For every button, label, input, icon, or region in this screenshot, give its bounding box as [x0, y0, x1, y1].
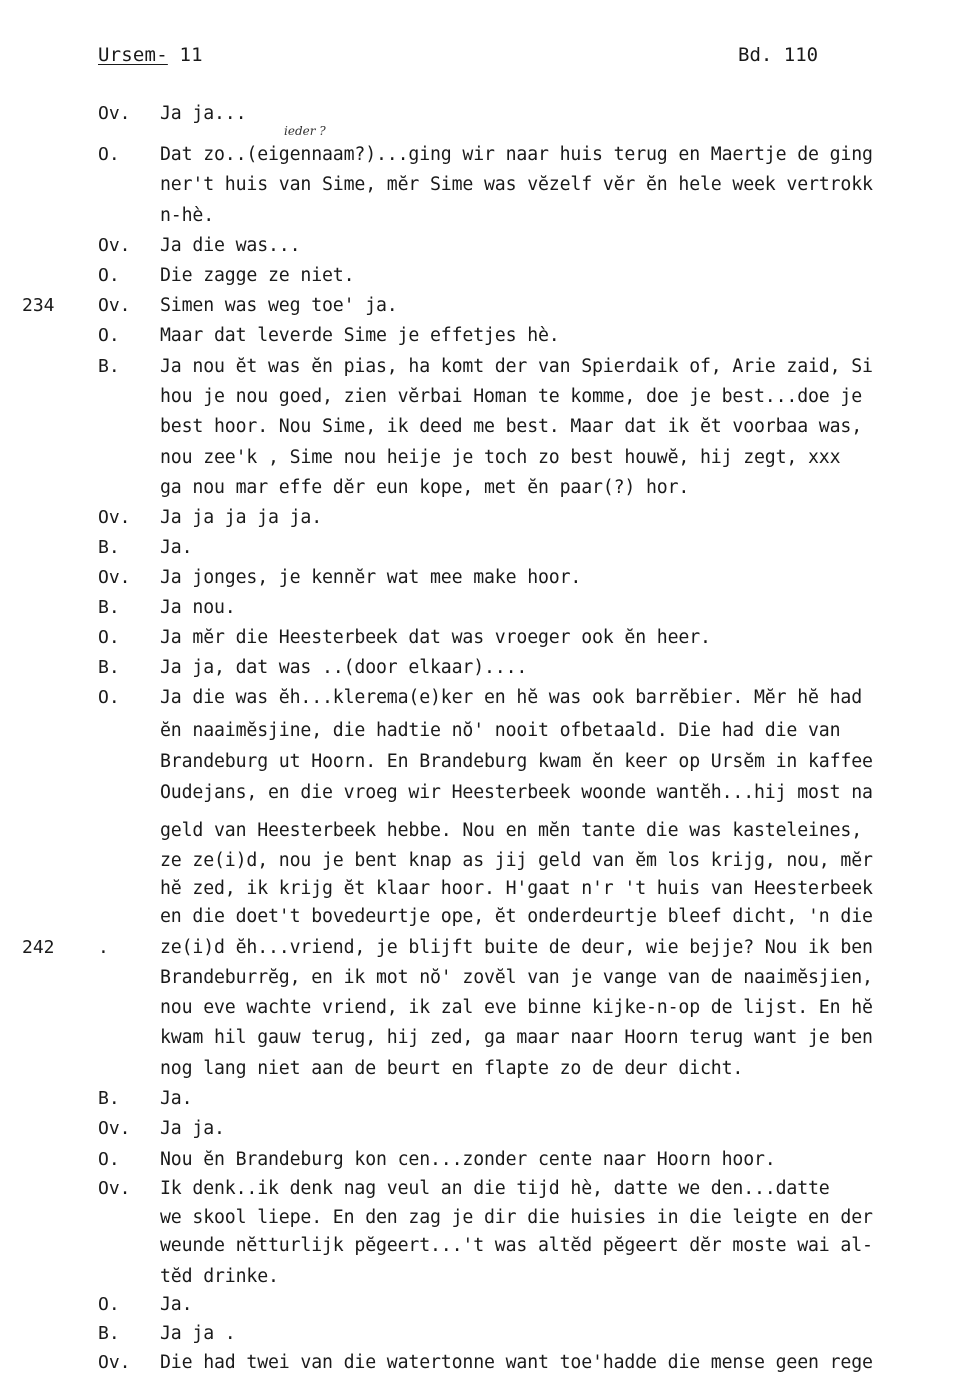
line-text: ĕn naaimĕsjine, die hadtie nŏ' nooit ofbetaald. Die had die van	[160, 720, 841, 741]
line-number: 234	[22, 295, 55, 316]
line-text: Simen was weg toe' ja.	[160, 295, 398, 316]
line-text: ze ze(i)d, nou je bent knap as jij geld van ĕm los krijg, nou, mĕr	[160, 850, 873, 871]
line-text: Ja die was...	[160, 235, 301, 256]
speaker-label: B.	[98, 356, 120, 377]
line-text: ze(i)d ĕh...vriend, je blijft buite de deur, wie bejje? Nou ik ben	[160, 937, 873, 958]
line-text: Ja jonges, je kennĕr wat mee make hoor.	[160, 567, 582, 588]
line-text: Ja.	[160, 537, 193, 558]
line-text: Dat zo..(eigennaam?)...ging wir naar huis terug en Maertje de ging	[160, 144, 873, 165]
line-text: n-hè.	[160, 205, 214, 226]
line-text: Oudejans, en die vroeg wir Heesterbeek woonde wantĕh...hij most na	[160, 782, 873, 803]
line-text: Ik denk..ik denk nag veul an die tijd hè, datte we den...datte	[160, 1178, 830, 1199]
line-text: Ja ja .	[160, 1323, 236, 1344]
line-text: Ja nou.	[160, 597, 236, 618]
line-text: geld van Heesterbeek hebbe. Nou en mĕn tante die was kasteleines,	[160, 820, 862, 841]
line-text: Brandeburg ut Hoorn. En Brandeburg kwam ĕn keer op Ursĕm in kaffee	[160, 751, 873, 772]
speaker-label: O.	[98, 1149, 120, 1170]
speaker-label: O.	[98, 627, 120, 648]
speaker-label: O.	[98, 1294, 120, 1315]
handwritten-annotation: ieder ?	[284, 124, 326, 138]
line-text: Ja.	[160, 1088, 193, 1109]
line-text: Maar dat leverde Sime je effetjes hè.	[160, 325, 560, 346]
line-text: kwam hil gauw terug, hij zed, ga maar naar Hoorn terug want je ben	[160, 1027, 873, 1048]
line-text: hou je nou goed, zien vĕrbai Homan te komme, doe je best...doe je	[160, 386, 862, 407]
line-number: 242	[22, 937, 55, 958]
speaker-label: O.	[98, 325, 120, 346]
line-text: Ja ja.	[160, 1118, 225, 1139]
speaker-label: Ov.	[98, 567, 131, 588]
line-text: ner't huis van Sime, mĕr Sime was vĕzelf vĕr ĕn hele week vertrokk	[160, 174, 873, 195]
line-text: best hoor. Nou Sime, ik deed me best. Maar dat ik ĕt voorbaa was,	[160, 416, 862, 437]
line-text: we skool liepe. En den zag je dir die huisies in die leigte en der	[160, 1207, 873, 1228]
line-text: Ja die was ĕh...klerema(e)ker en hĕ was ook barrĕbier. Mĕr hĕ had	[160, 687, 862, 708]
line-text: Ja ja ja ja ja.	[160, 507, 322, 528]
speaker-label: B.	[98, 1323, 120, 1344]
line-text: hĕ zed, ik krijg ĕt klaar hoor. H'gaat n'r 't huis van Heesterbeek	[160, 878, 873, 899]
speaker-label: B.	[98, 597, 120, 618]
header-left	[98, 44, 203, 66]
line-text: Ja ja, dat was ..(door elkaar)....	[160, 657, 528, 678]
line-text: Brandeburrĕg, en ik mot nŏ' zovĕl van je vange van de naaimĕsjien,	[160, 967, 873, 988]
line-text: Ja.	[160, 1294, 193, 1315]
speaker-label: O.	[98, 144, 120, 165]
speaker-label: Ov.	[98, 295, 131, 316]
header-right: Bd. 110	[738, 44, 819, 66]
speaker-label: Ov.	[98, 235, 131, 256]
speaker-label: B.	[98, 537, 120, 558]
speaker-label: O.	[98, 687, 120, 708]
line-text: Ja nou ĕt was ĕn pias, ha komt der van Spierdaik of, Arie zaid, Si	[160, 356, 873, 377]
line-text: Ja mĕr die Heesterbeek dat was vroeger ook ĕn heer.	[160, 627, 711, 648]
line-text: nou eve wachte vriend, ik zal eve binne kijke-n-op de lijst. En hĕ	[160, 997, 873, 1018]
speaker-label: Ov.	[98, 1178, 131, 1199]
speaker-label: Ov.	[98, 1352, 131, 1373]
speaker-label: .	[98, 937, 109, 958]
speaker-label: Ov.	[98, 507, 131, 528]
line-text: Die zagge ze niet.	[160, 265, 355, 286]
header-page-number: 11	[167, 44, 203, 66]
line-text: nog lang niet aan de beurt en flapte zo de deur dicht.	[160, 1058, 744, 1079]
speaker-label: Ov.	[98, 1118, 131, 1139]
line-text: Die had twei van die watertonne want toe'hadde die mense geen rege	[160, 1352, 873, 1373]
line-text: en die doet't bovedeurtje ope, ĕt onderdeurtje bleef dicht, 'n die	[160, 906, 873, 927]
speaker-label: B.	[98, 657, 120, 678]
header-label: Ursem-	[98, 44, 168, 66]
speaker-label: Ov.	[98, 103, 131, 124]
line-text: tĕd drinke.	[160, 1266, 279, 1287]
speaker-label: B.	[98, 1088, 120, 1109]
speaker-label: O.	[98, 265, 120, 286]
line-text: Ja ja...	[160, 103, 247, 124]
line-text: nou zee'k , Sime nou heije je toch zo best houwĕ, hij zegt, xxx	[160, 447, 841, 468]
line-text: ga nou mar effe dĕr eun kope, met ĕn paar(?) hor.	[160, 477, 690, 498]
line-text: Nou ĕn Brandeburg kon cen...zonder cente naar Hoorn hoor.	[160, 1149, 776, 1170]
line-text: weunde nĕtturlijk pĕgeert...'t was altĕd pĕgeert dĕr moste wai al-	[160, 1235, 873, 1256]
